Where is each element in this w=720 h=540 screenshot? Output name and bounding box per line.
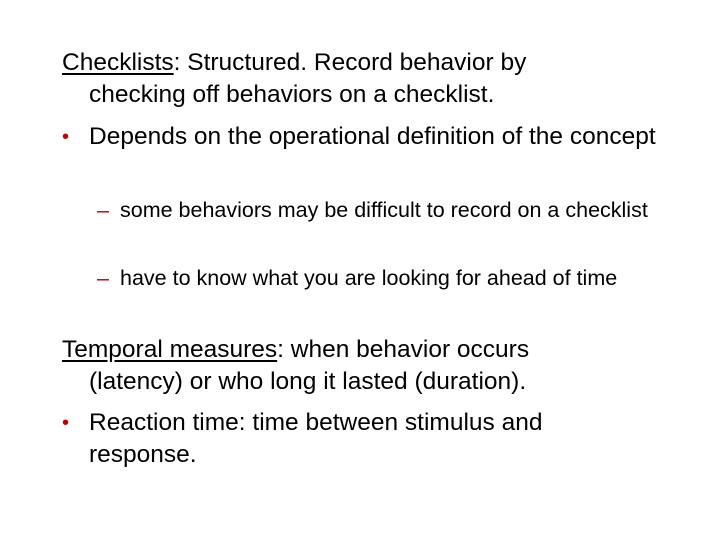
checklists-sub-item xyxy=(97,196,667,224)
dash-icon: – xyxy=(97,198,109,222)
bullet-icon: • xyxy=(62,126,70,148)
checklists-bullet xyxy=(62,121,662,153)
checklists-sub-item-text: have to know what you are looking for ahead of time xyxy=(120,266,618,290)
temporal-continuation: (latency) or who long it lasted (duration). xyxy=(89,368,527,395)
checklists-sub-item xyxy=(97,264,667,292)
dash-icon: – xyxy=(97,266,109,290)
checklists-definition: : Structured. Record behavior by xyxy=(173,49,527,76)
temporal-paragraph xyxy=(62,334,662,398)
checklists-paragraph xyxy=(62,47,662,111)
temporal-bullet-text: Reaction time: time between stimulus and response. xyxy=(89,409,543,468)
temporal-definition: : when behavior occurs xyxy=(277,336,530,363)
temporal-term: Temporal measures xyxy=(62,336,278,363)
bullet-icon: • xyxy=(62,412,70,434)
checklists-term: Checklists xyxy=(62,49,174,76)
temporal-bullet xyxy=(62,407,622,471)
checklists-continuation: checking off behaviors on a checklist. xyxy=(89,81,495,108)
checklists-sub-item-text: some behaviors may be difficult to record on a checklist xyxy=(120,198,648,222)
checklists-bullet-text: Depends on the operational definition of the concept xyxy=(89,123,656,150)
